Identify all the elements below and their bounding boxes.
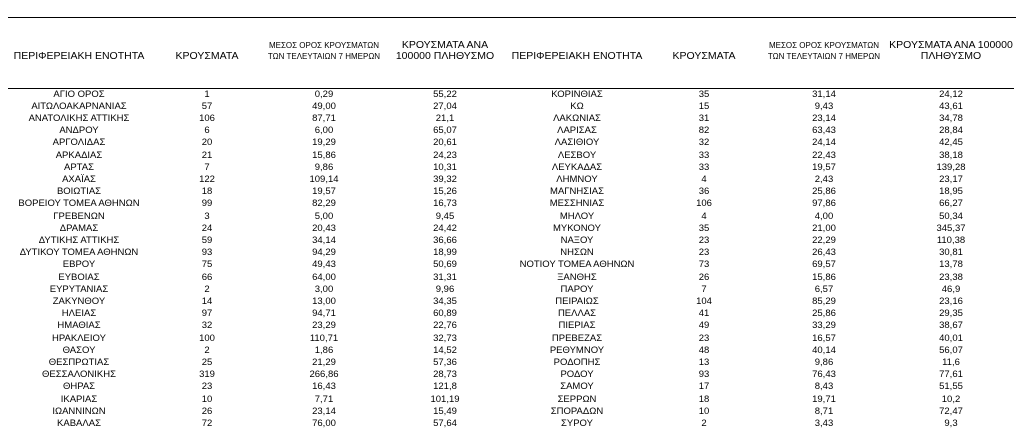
cell-unit: ΑΝΑΤΟΛΙΚΗΣ ΑΤΤΙΚΗΣ: [28, 112, 130, 124]
cell-cases: 15: [698, 100, 710, 112]
cell-per100k: 15,49: [433, 405, 457, 417]
cell-cases: 6: [204, 125, 210, 137]
cell-avg7: 8,43: [814, 381, 834, 393]
cell-per100k: 139,28: [936, 161, 966, 173]
cell-unit: ΝΗΣΩΝ: [560, 247, 594, 259]
cell-avg7: 5,00: [314, 210, 334, 222]
table-body: [8, 88, 1014, 430]
cell-per100k: 27,04: [433, 100, 457, 112]
cell-cases: 93: [698, 369, 710, 381]
cell-cases: 33: [698, 161, 710, 173]
table-row: [8, 284, 1014, 296]
cell-unit: ΣΥΡΟΥ: [561, 417, 593, 429]
cell-per100k: 56,07: [939, 344, 963, 356]
cell-avg7: 7,71: [314, 393, 334, 405]
cell-cases: 23: [698, 332, 710, 344]
cell-unit: ΑΡΚΑΔΙΑΣ: [55, 149, 103, 161]
cell-per100k: 10,2: [941, 393, 961, 405]
cell-unit: ΕΒΡΟΥ: [62, 259, 96, 271]
cell-avg7: 25,86: [812, 186, 836, 198]
cell-per100k: 36,66: [433, 234, 457, 246]
cell-unit: ΣΑΜΟΥ: [560, 381, 594, 393]
header-row: [8, 40, 1014, 64]
table-row: [8, 345, 1014, 357]
cell-per100k: 39,32: [433, 173, 457, 185]
cell-avg7: 25,86: [812, 308, 836, 320]
cell-per100k: 24,23: [433, 149, 457, 161]
cell-unit: ΑΙΤΩΛΟΑΚΑΡΝΑΝΙΑΣ: [31, 100, 127, 112]
cell-avg7: 16,43: [312, 381, 336, 393]
cell-avg7: 1,86: [314, 344, 334, 356]
col-header-cases-2: ΚΡΟΥΣΜΑΤΑ: [672, 50, 736, 62]
cell-unit: ΠΑΡΟΥ: [560, 283, 594, 295]
table-row: [8, 394, 1014, 406]
cell-per100k: 14,52: [433, 344, 457, 356]
cell-per100k: 57,36: [433, 356, 457, 368]
cell-cases: 1: [204, 88, 210, 100]
cell-cases: 59: [201, 234, 213, 246]
cell-unit: ΑΡΓΟΛΙΔΑΣ: [52, 137, 106, 149]
cell-unit: ΔΥΤΙΚΗΣ ΑΤΤΙΚΗΣ: [38, 234, 120, 246]
cell-unit: ΡΕΘΥΜΝΟΥ: [549, 344, 605, 356]
cell-cases: 23: [201, 381, 213, 393]
cell-unit: ΞΑΝΘΗΣ: [557, 271, 597, 283]
cell-avg7: 33,29: [812, 320, 836, 332]
table-row: [8, 272, 1014, 284]
cell-cases: 7: [204, 161, 210, 173]
cell-per100k: 34,78: [939, 112, 963, 124]
cell-per100k: 38,67: [939, 320, 963, 332]
cell-cases: 97: [201, 308, 213, 320]
cell-unit: ΠΙΕΡΙΑΣ: [558, 320, 596, 332]
cell-avg7: 3,43: [814, 417, 834, 429]
cell-cases: 106: [199, 112, 215, 124]
cell-cases: 41: [698, 308, 710, 320]
table-row: [8, 198, 1014, 210]
cell-unit: ΕΥΒΟΙΑΣ: [58, 271, 100, 283]
cell-cases: 18: [201, 186, 213, 198]
table-row: [8, 333, 1014, 345]
cell-unit: ΜΑΓΝΗΣΙΑΣ: [550, 186, 604, 198]
cell-cases: 35: [698, 88, 710, 100]
col-header-cases: ΚΡΟΥΣΜΑΤΑ: [175, 50, 239, 62]
table-row: [8, 174, 1014, 186]
cell-per100k: 77,61: [939, 369, 963, 381]
cell-per100k: 18,95: [939, 186, 963, 198]
table-row: [8, 308, 1014, 320]
cell-unit: ΠΕΛΛΑΣ: [557, 308, 597, 320]
cell-per100k: 30,81: [939, 247, 963, 259]
cell-cases: 104: [696, 295, 712, 307]
table-row: [8, 259, 1014, 271]
cell-cases: 2: [701, 417, 707, 429]
cell-unit: ΛΑΡΙΣΑΣ: [557, 125, 597, 137]
cell-cases: 7: [701, 283, 707, 295]
cell-per100k: 40,01: [939, 332, 963, 344]
cell-avg7: 2,43: [814, 173, 834, 185]
cell-cases: 18: [698, 393, 710, 405]
cell-unit: ΘΕΣΠΡΩΤΙΑΣ: [48, 356, 110, 368]
cell-per100k: 42,45: [939, 137, 963, 149]
cell-per100k: 31,31: [433, 271, 457, 283]
cell-unit: ΛΑΚΩΝΙΑΣ: [553, 112, 601, 124]
cell-cases: 31: [698, 112, 710, 124]
cell-avg7: 82,29: [312, 198, 336, 210]
cell-avg7: 76,00: [312, 417, 336, 429]
cell-avg7: 49,00: [312, 100, 336, 112]
cell-cases: 72: [201, 417, 213, 429]
cell-cases: 66: [201, 271, 213, 283]
cell-per100k: 60,89: [433, 308, 457, 320]
cell-unit: ΔΥΤΙΚΟΥ ΤΟΜΕΑ ΑΘΗΝΩΝ: [19, 247, 139, 259]
cell-per100k: 51,55: [939, 381, 963, 393]
cell-unit: ΛΕΥΚΑΔΑΣ: [551, 161, 603, 173]
cell-per100k: 23,16: [939, 295, 963, 307]
cell-unit: ΚΩ: [570, 100, 584, 112]
cell-avg7: 266,86: [309, 369, 339, 381]
cell-cases: 4: [701, 210, 707, 222]
cell-cases: 106: [696, 198, 712, 210]
cell-unit: ΝΑΞΟΥ: [560, 234, 594, 246]
col-header-unit: ΠΕΡΙΦΕΡΕΙΑΚΗ ΕΝΟΤΗΤΑ: [13, 50, 145, 62]
table-row: [8, 113, 1014, 125]
table-row: [8, 369, 1014, 381]
cell-cases: 122: [199, 173, 215, 185]
cell-unit: ΠΡΕΒΕΖΑΣ: [551, 332, 603, 344]
table-row: [8, 296, 1014, 308]
cell-cases: 2: [204, 283, 210, 295]
cell-unit: ΛΑΣΙΘΙΟΥ: [554, 137, 600, 149]
cell-avg7: 19,71: [812, 393, 836, 405]
cell-avg7: 3,00: [314, 283, 334, 295]
cell-per100k: 57,64: [433, 417, 457, 429]
cell-avg7: 22,43: [812, 149, 836, 161]
cell-cases: 99: [201, 198, 213, 210]
cell-per100k: 50,34: [939, 210, 963, 222]
cell-per100k: 9,96: [435, 283, 455, 295]
cell-per100k: 29,35: [939, 308, 963, 320]
cell-cases: 73: [698, 259, 710, 271]
cell-avg7: 64,00: [312, 271, 336, 283]
cell-cases: 13: [698, 356, 710, 368]
cell-unit: ΑΡΤΑΣ: [64, 161, 94, 173]
col-header-unit-2: ΠΕΡΙΦΕΡΕΙΑΚΗ ΕΝΟΤΗΤΑ: [511, 50, 643, 62]
cell-unit: ΣΕΡΡΩΝ: [557, 393, 597, 405]
cell-avg7: 94,71: [312, 308, 336, 320]
cell-avg7: 69,57: [812, 259, 836, 271]
cell-avg7: 19,57: [812, 161, 836, 173]
cell-unit: ΡΟΔΟΥ: [560, 369, 594, 381]
table-row: [8, 357, 1014, 369]
cell-per100k: 110,38: [936, 234, 966, 246]
cell-per100k: 20,61: [433, 137, 457, 149]
cell-cases: 4: [701, 173, 707, 185]
cell-per100k: 15,26: [433, 186, 457, 198]
cell-unit: ΗΛΕΙΑΣ: [61, 308, 97, 320]
table-row: [8, 223, 1014, 235]
cell-per100k: 21,1: [435, 112, 455, 124]
cell-avg7: 110,71: [309, 332, 339, 344]
cell-cases: 20: [201, 137, 213, 149]
cell-avg7: 13,00: [312, 295, 336, 307]
cell-per100k: 11,6: [942, 356, 960, 368]
table-row: [8, 320, 1014, 332]
cell-cases: 319: [199, 369, 215, 381]
cell-avg7: 85,29: [812, 295, 836, 307]
table-row: [8, 211, 1014, 223]
cell-avg7: 97,86: [812, 198, 836, 210]
cell-per100k: 55,22: [433, 88, 457, 100]
cell-avg7: 21,29: [312, 356, 336, 368]
cell-avg7: 26,43: [812, 247, 836, 259]
cell-per100k: 46,9: [941, 283, 961, 295]
cell-unit: ΒΟΙΩΤΙΑΣ: [56, 186, 102, 198]
cell-unit: ΠΕΙΡΑΙΩΣ: [555, 295, 599, 307]
cell-unit: ΛΕΣΒΟΥ: [557, 149, 597, 161]
cell-unit: ΛΗΜΝΟΥ: [556, 173, 598, 185]
cell-avg7: 20,43: [312, 222, 336, 234]
cell-cases: 24: [201, 222, 213, 234]
cell-cases: 93: [201, 247, 213, 259]
cell-cases: 36: [698, 186, 710, 198]
cell-avg7: 15,86: [812, 271, 836, 283]
cell-avg7: 6,57: [814, 283, 834, 295]
cell-unit: ΘΗΡΑΣ: [62, 381, 96, 393]
cell-unit: ΜΗΛΟΥ: [559, 210, 595, 222]
cell-avg7: 40,14: [812, 344, 836, 356]
cell-per100k: 9,3: [944, 417, 958, 429]
cell-unit: ΓΡΕΒΕΝΩΝ: [53, 210, 105, 222]
cell-avg7: 6,00: [314, 125, 334, 137]
cell-per100k: 66,27: [939, 198, 963, 210]
cell-unit: ΣΠΟΡΑΔΩΝ: [550, 405, 604, 417]
cell-per100k: 9,45: [435, 210, 455, 222]
cell-unit: ΒΟΡΕΙΟΥ ΤΟΜΕΑ ΑΘΗΝΩΝ: [18, 198, 140, 210]
cell-cases: 33: [698, 149, 710, 161]
cell-per100k: 72,47: [939, 405, 963, 417]
cell-avg7: 15,86: [312, 149, 336, 161]
cell-cases: 25: [201, 356, 213, 368]
col-header-per100k-2: ΚΡΟΥΣΜΑΤΑ ΑΝΑ 100000 ΠΛΗΘΥΣΜΟ: [889, 39, 1013, 62]
cell-avg7: 0,29: [314, 88, 334, 100]
cases-table: [8, 40, 1014, 430]
cell-avg7: 34,14: [312, 234, 336, 246]
cell-cases: 57: [201, 100, 213, 112]
cell-unit: ΗΡΑΚΛΕΙΟΥ: [52, 332, 106, 344]
table-row: [8, 88, 1014, 101]
cell-avg7: 23,14: [812, 112, 836, 124]
cell-unit: ΚΟΡΙΝΘΙΑΣ: [551, 88, 603, 100]
cell-cases: 26: [201, 405, 213, 417]
cell-per100k: 28,84: [939, 125, 963, 137]
table-row: [8, 406, 1014, 418]
cell-per100k: 24,42: [433, 222, 457, 234]
cell-per100k: 18,99: [433, 247, 457, 259]
cell-per100k: 28,73: [433, 369, 457, 381]
cell-per100k: 13,78: [939, 259, 963, 271]
cell-cases: 10: [698, 405, 710, 417]
cell-cases: 82: [698, 125, 710, 137]
table-row: [8, 247, 1014, 259]
cell-unit: ΑΓΙΟ ΟΡΟΣ: [53, 88, 105, 100]
cell-avg7: 19,29: [312, 137, 336, 149]
col-header-per100k: ΚΡΟΥΣΜΑΤΑ ΑΝΑ 100000 ΠΛΗΘΥΣΜΟ: [395, 39, 495, 62]
cell-cases: 75: [201, 259, 213, 271]
cell-cases: 23: [698, 247, 710, 259]
table-row: [8, 137, 1014, 149]
header-rule: [8, 64, 1014, 88]
cell-cases: 21: [201, 149, 213, 161]
cell-per100k: 65,07: [433, 125, 457, 137]
cell-unit: ΑΧΑΪΑΣ: [62, 173, 96, 185]
cell-cases: 48: [698, 344, 710, 356]
cell-unit: ΙΚΑΡΙΑΣ: [60, 393, 98, 405]
cell-avg7: 22,29: [812, 234, 836, 246]
cell-per100k: 16,73: [433, 198, 457, 210]
cell-avg7: 16,57: [812, 332, 836, 344]
cell-avg7: 21,00: [812, 222, 836, 234]
cell-unit: ΚΑΒΑΛΑΣ: [57, 417, 101, 429]
cell-avg7: 4,00: [814, 210, 834, 222]
cell-unit: ΜΕΣΣΗΝΙΑΣ: [549, 198, 605, 210]
cell-avg7: 23,29: [312, 320, 336, 332]
cell-avg7: 19,57: [312, 186, 336, 198]
cell-cases: 32: [201, 320, 213, 332]
cell-unit: ΙΩΑΝΝΙΝΩΝ: [52, 405, 106, 417]
table-row: [8, 418, 1014, 430]
cell-cases: 35: [698, 222, 710, 234]
cell-per100k: 345,37: [936, 222, 966, 234]
cell-unit: ΑΝΔΡΟΥ: [59, 125, 99, 137]
cell-avg7: 9,86: [314, 161, 334, 173]
cell-per100k: 101,19: [430, 393, 460, 405]
cell-per100k: 38,18: [939, 149, 963, 161]
cell-unit: ΗΜΑΘΙΑΣ: [57, 320, 101, 332]
cell-avg7: 94,29: [312, 247, 336, 259]
cell-unit: ΡΟΔΟΠΗΣ: [553, 356, 601, 368]
col-header-avg7: ΜΕΣΟΣ ΟΡΟΣ ΚΡΟΥΣΜΑΤΩΝ ΤΩΝ ΤΕΛΕΥΤΑΙΩΝ 7 ΗΜΕΡΩΝ: [267, 41, 381, 61]
cell-avg7: 24,14: [812, 137, 836, 149]
cell-cases: 100: [199, 332, 215, 344]
cell-cases: 26: [698, 271, 710, 283]
table-row: [8, 381, 1014, 393]
cell-per100k: 34,35: [433, 295, 457, 307]
cell-avg7: 8,71: [814, 405, 834, 417]
cell-avg7: 9,43: [814, 100, 834, 112]
table-row: [8, 235, 1014, 247]
cell-avg7: 63,43: [812, 125, 836, 137]
col-header-avg7-2: ΜΕΣΟΣ ΟΡΟΣ ΚΡΟΥΣΜΑΤΩΝ ΤΩΝ ΤΕΛΕΥΤΑΙΩΝ 7 ΗΜΕΡΩΝ: [767, 41, 881, 61]
table-row: [8, 101, 1014, 113]
cell-per100k: 22,76: [433, 320, 457, 332]
cell-cases: 23: [698, 234, 710, 246]
cell-cases: 3: [204, 210, 210, 222]
cell-per100k: 23,17: [939, 173, 963, 185]
cell-unit: ΘΑΣΟΥ: [62, 344, 96, 356]
cell-cases: 10: [201, 393, 213, 405]
cell-avg7: 76,43: [812, 369, 836, 381]
cell-per100k: 50,69: [433, 259, 457, 271]
table-row: [8, 125, 1014, 137]
cell-per100k: 43,61: [939, 100, 963, 112]
cell-cases: 49: [698, 320, 710, 332]
cell-avg7: 49,43: [312, 259, 336, 271]
cell-avg7: 109,14: [309, 173, 339, 185]
cell-unit: ΕΥΡΥΤΑΝΙΑΣ: [49, 283, 109, 295]
table-row: [8, 150, 1014, 162]
cell-avg7: 31,14: [812, 88, 836, 100]
cell-cases: 14: [201, 295, 213, 307]
cell-per100k: 10,31: [433, 161, 457, 173]
cell-avg7: 23,14: [312, 405, 336, 417]
cell-avg7: 9,86: [814, 356, 834, 368]
table-row: [8, 186, 1014, 198]
cell-unit: ΔΡΑΜΑΣ: [59, 222, 99, 234]
table-row: [8, 162, 1014, 174]
cell-per100k: 121,8: [433, 381, 457, 393]
cell-unit: ΜΥΚΟΝΟΥ: [553, 222, 601, 234]
cell-per100k: 32,73: [433, 332, 457, 344]
cell-per100k: 23,38: [939, 271, 963, 283]
cell-avg7: 87,71: [312, 112, 336, 124]
cell-unit: ΝΟΤΙΟΥ ΤΟΜΕΑ ΑΘΗΝΩΝ: [519, 259, 635, 271]
cell-cases: 17: [698, 381, 710, 393]
cell-cases: 32: [698, 137, 710, 149]
cell-cases: 2: [204, 344, 210, 356]
cell-unit: ΘΕΣΣΑΛΟΝΙΚΗΣ: [42, 369, 116, 381]
cell-per100k: 24,12: [939, 88, 963, 100]
cell-unit: ΖΑΚΥΝΘΟΥ: [52, 295, 106, 307]
top-rule: [8, 17, 1016, 18]
